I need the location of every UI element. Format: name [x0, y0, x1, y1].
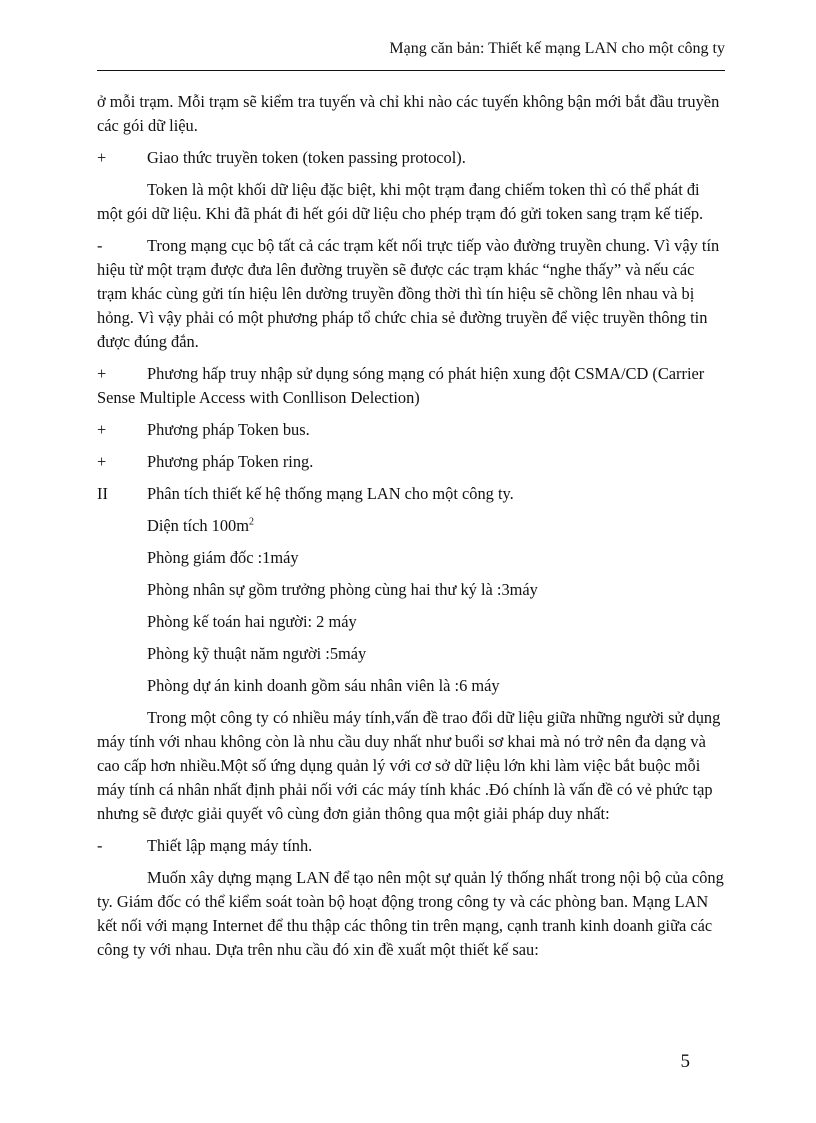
list-marker: +: [97, 452, 107, 471]
paragraph-bus-check: ở mỗi trạm. Mỗi trạm sẽ kiểm tra tuyến và chỉ khi nào các tuyến không bận mới bắt đầu truyền các gói dữ liệu.: [97, 92, 720, 135]
list-item-token-bus: [97, 418, 725, 442]
list-marker: +: [97, 420, 107, 439]
room-line: Phòng kế toán hai người: 2 máy: [147, 612, 357, 631]
room-line: Phòng kỹ thuật năm người :5máy: [147, 644, 367, 663]
document-body: [97, 90, 725, 970]
paragraph-token-definition: Token là một khối dữ liệu đặc biệt, khi một trạm đang chiếm token thì có thể phát đi một gói dữ liệu. Khi đã phát đi hết gói dữ liệu cho phép trạm đó gửi token sang trạm kế tiếp.: [97, 180, 704, 223]
list-item-text: Thiết lập mạng máy tính.: [147, 836, 313, 855]
page-number: 5: [680, 1051, 690, 1072]
section-heading-ii: [97, 482, 725, 506]
list-item-text: Phương pháp Token bus.: [147, 420, 310, 439]
list-marker: +: [97, 364, 107, 383]
section-number: II: [97, 484, 108, 503]
list-item-token-ring: [97, 450, 725, 474]
list-item-token-protocol: [97, 146, 725, 170]
paragraph-lan-proposal: Muốn xây dựng mạng LAN để tạo nên một sự quản lý thống nhất trong nội bộ của công ty. Giám đốc có thể kiểm soát toàn bộ hoạt động trong công ty và các phòng ban. Mạng LAN kết nối với mạng Internet để thu thập các thông tin trên mạng, cạnh tranh kinh doanh giữa các công ty với nhau. Dựa trên nhu cầu đó xin đề xuất một thiết kế sau:: [97, 868, 724, 959]
list-item-text: Phương pháp Token ring.: [147, 452, 314, 471]
page-header-title: Mạng căn bản: Thiết kế mạng LAN cho một công ty: [389, 40, 725, 57]
header-divider: [97, 70, 725, 71]
list-item-network-setup: [97, 834, 725, 858]
list-marker: -: [97, 836, 103, 855]
list-item-shared-medium: [97, 234, 725, 354]
area-line: [147, 514, 725, 538]
room-line: Phòng dự án kinh doanh gồm sáu nhân viên là :6 máy: [147, 676, 500, 695]
list-item-text: Giao thức truyền token (token passing protocol).: [147, 148, 466, 167]
area-superscript: 2: [248, 516, 254, 528]
room-line: Phòng giám đốc :1máy: [147, 548, 299, 567]
section-title: Phân tích thiết kế hệ thống mạng LAN cho một công ty.: [147, 484, 514, 503]
area-text: Diện tích 100m: [147, 516, 249, 535]
list-marker: -: [97, 236, 103, 255]
paragraph-data-exchange: Trong một công ty có nhiều máy tính,vấn đề trao đổi dữ liệu giữa những người sử dụng máy tính với nhau không còn là nhu cầu duy nhất như buổi sơ khai mà nó trở nên đa dạng và cao cấp hơn nhiều.Một số ứng dụng quản lý với cơ sở dữ liệu lớn khi làm việc bắt buộc mỗi máy tính cá nhân nhất định phải nối với các máy tính khác .Đó chính là vấn đề có vẻ phức tạp nhưng sẽ được giải quyết vô cùng đơn giản thông qua một giải pháp duy nhất:: [97, 708, 721, 823]
list-item-text: Phương hấp truy nhập sử dụng sóng mạng có phát hiện xung đột CSMA/CD (Carrier Sense Multiple Access with Conllison Delection): [97, 364, 705, 407]
list-item-csma-cd: [97, 362, 725, 410]
list-marker: +: [97, 148, 107, 167]
room-line: Phòng nhân sự gồm trưởng phòng cùng hai thư ký là :3máy: [147, 580, 538, 599]
list-item-text: Trong mạng cục bộ tất cả các trạm kết nối trực tiếp vào đường truyền chung. Vì vậy tín hiệu từ một trạm được đưa lên đường truyền sẽ được các trạm khác “nghe thấy” và nếu các trạm khác cùng gửi tín hiệu lên dường truyền đồng thời thì tín hiệu sẽ chồng lên nhau và bị hỏng. Vì vậy phải có một phương pháp tổ chức chia sẻ đường truyền để việc truyền thông tin được đúng đắn.: [97, 236, 720, 351]
